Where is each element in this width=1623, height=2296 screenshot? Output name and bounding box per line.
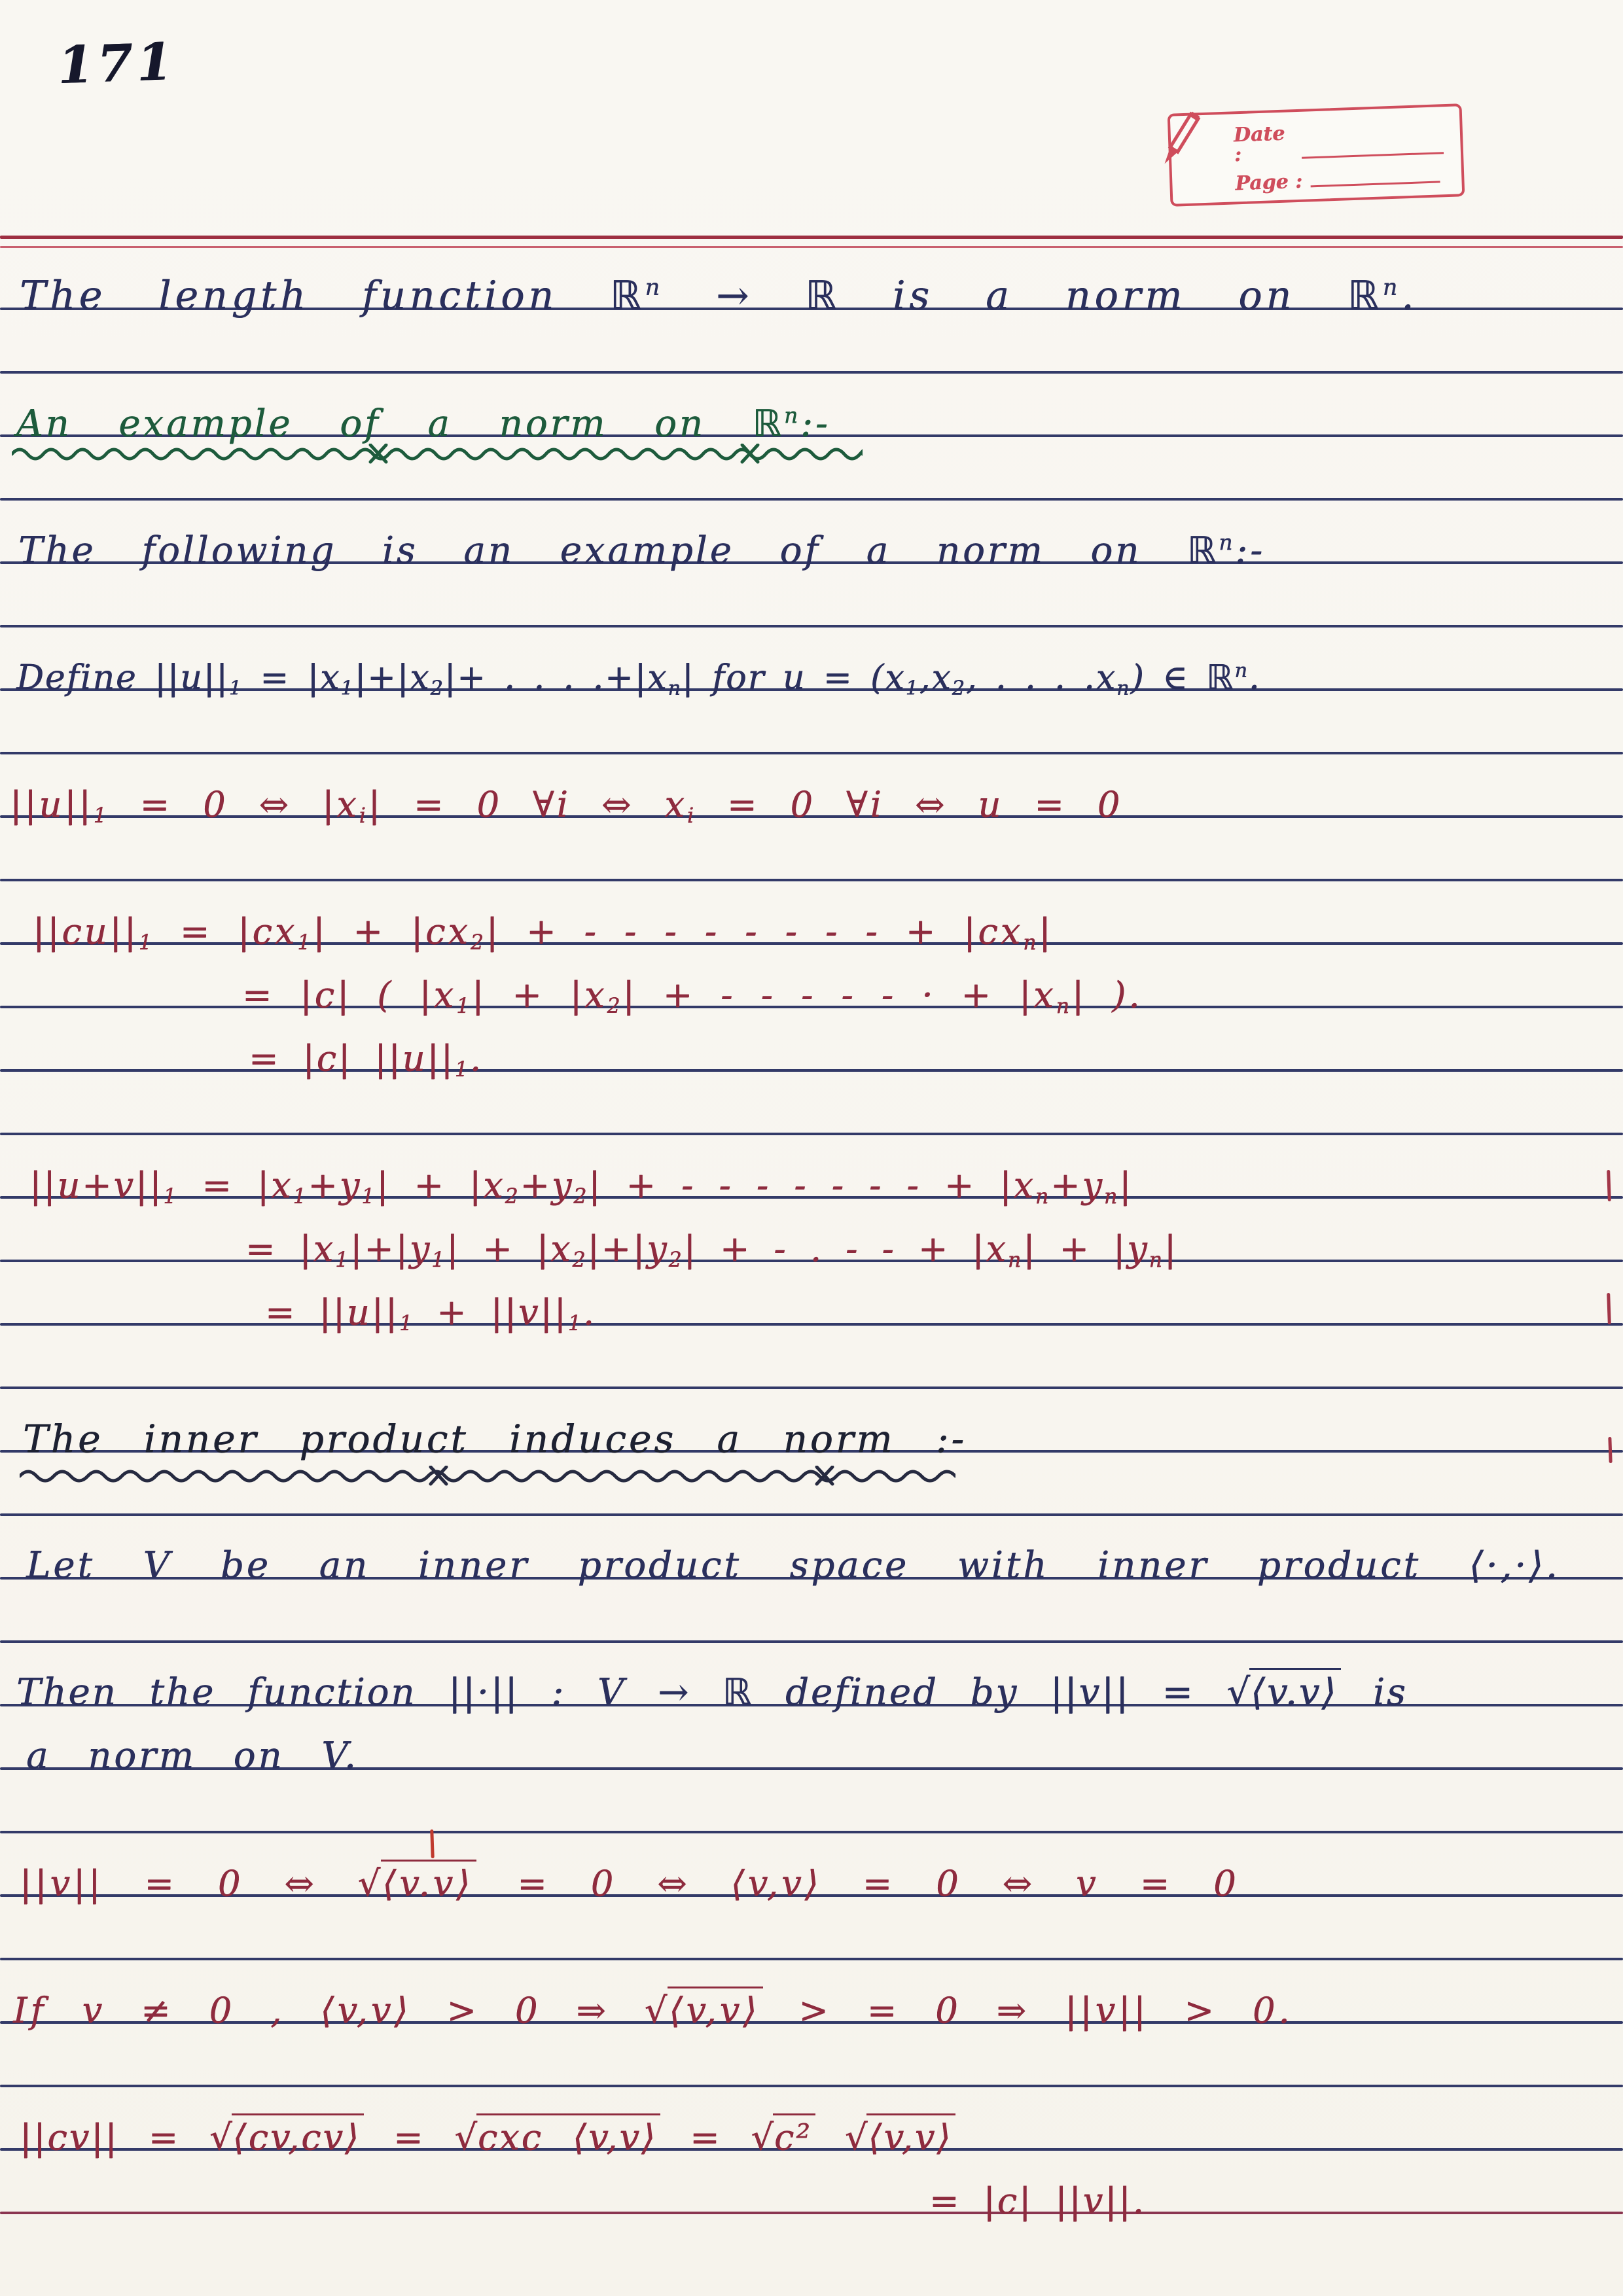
text-run: The length function ℝ <box>20 273 645 319</box>
property-v-positive <box>13 1990 1293 2031</box>
property-cv-line2 <box>929 2180 1146 2221</box>
property-triangle-line3 <box>265 1292 596 1335</box>
subscript: 1 <box>340 677 355 700</box>
superscript: n <box>1382 274 1402 301</box>
text-run: √ <box>751 2117 776 2158</box>
text-run: = <box>363 2117 455 2158</box>
ruled-line <box>0 879 1623 881</box>
superscript: n <box>1234 659 1249 682</box>
subscript: 2 <box>668 1248 684 1272</box>
ruled-line <box>0 498 1623 501</box>
ruled-line <box>0 625 1623 627</box>
text-run: √ <box>357 1863 384 1904</box>
text-run: +y <box>520 1165 574 1206</box>
statement-then-function <box>16 1671 1408 1714</box>
text-run: = 0 ⇔ ⟨v,v⟩ = 0 ⇔ v = 0 <box>476 1863 1240 1904</box>
text-run: , . . . .x <box>965 658 1116 698</box>
text-run: | + - - - - - - - - + |cx <box>486 911 1024 952</box>
text-run: ,x <box>919 658 952 698</box>
date-blank-line <box>1302 151 1444 159</box>
text-run: | + |cx <box>313 911 471 952</box>
subscript: 1 <box>454 1057 470 1082</box>
text-run: +y <box>308 1165 362 1206</box>
page-blank-line <box>1310 180 1440 187</box>
subscript: n <box>1056 994 1072 1018</box>
text-run: The following is an example of a norm on ℝ <box>18 529 1219 573</box>
text-run: ||u+v|| <box>29 1165 164 1206</box>
text-run: Then the function ||·|| : V → ℝ defined by ||v|| = <box>16 1671 1227 1714</box>
radicand: c² <box>773 2113 815 2158</box>
superscript: n <box>1219 530 1236 555</box>
ruled-line <box>0 752 1623 754</box>
text-run: | + - - - - - · + |x <box>622 974 1056 1016</box>
radicand: ⟨v.v⟩ <box>381 1860 476 1904</box>
page-number: 171 <box>56 31 177 96</box>
statement-following-example <box>18 529 1266 573</box>
subscript: 2 <box>607 994 623 1018</box>
text-run: . <box>1401 273 1418 319</box>
radicand: ⟨v,v⟩ <box>866 2113 955 2158</box>
text-run: = <box>660 2117 751 2158</box>
text-run: | + |x <box>472 974 607 1016</box>
superscript: n <box>645 274 664 301</box>
text-run: ||cu|| <box>33 911 139 952</box>
text-run: √ <box>454 2117 479 2158</box>
text-run: | + |x <box>446 1228 573 1269</box>
property-scalar-line1 <box>33 911 1054 955</box>
heading-example-norm <box>16 402 830 446</box>
subscript: 1 <box>399 1311 414 1335</box>
text-run: The inner product induces a norm :- <box>23 1417 967 1461</box>
text-run: a norm on V. <box>26 1735 359 1777</box>
ink-mark <box>1607 1293 1611 1324</box>
ruled-line <box>0 1386 1623 1389</box>
ruled-line <box>0 1640 1623 1643</box>
subscript: n <box>1116 677 1131 700</box>
text-run: → ℝ is a norm on ℝ <box>664 273 1383 319</box>
ruled-line <box>0 1958 1623 1960</box>
statement-length-function <box>20 273 1418 319</box>
text-run: = |cx <box>154 911 298 952</box>
subscript: 1 <box>905 677 919 700</box>
text-run: √ <box>845 2117 870 2158</box>
text-run: |+|y <box>350 1228 432 1269</box>
subscript: n <box>668 677 682 700</box>
text-run: Define ||u|| <box>16 658 229 698</box>
subscript: 1 <box>567 1311 583 1335</box>
text-run: |+|x <box>354 658 431 698</box>
header-rule <box>0 246 1623 248</box>
statement-norm-on-v <box>26 1735 359 1777</box>
ruled-line <box>0 1323 1623 1326</box>
property-triangle-line1 <box>29 1165 1133 1209</box>
text-run: +y <box>1050 1165 1104 1206</box>
subscript: 1 <box>293 1184 308 1209</box>
ruled-line <box>0 1069 1623 1072</box>
text-run: Let V be an inner product space with inner product ⟨·,·⟩. <box>26 1544 1560 1587</box>
text-run: . <box>582 1292 596 1333</box>
subscript: i <box>359 804 368 828</box>
radicand: ⟨v.v⟩ <box>1249 1668 1341 1714</box>
subscript: n <box>1103 1184 1120 1209</box>
subscript: 1 <box>361 1184 377 1209</box>
subscript: 1 <box>335 1248 350 1272</box>
heading-inner-product-norm <box>23 1417 967 1461</box>
text-run: | + - - - - - - - + |x <box>588 1165 1035 1206</box>
subscript: n <box>1149 1248 1164 1272</box>
ruled-line <box>0 1133 1623 1135</box>
pencil-icon <box>1158 107 1208 177</box>
subscript: i <box>687 804 696 828</box>
date-row <box>1233 118 1444 165</box>
text-run: | <box>1119 1165 1133 1206</box>
subscript: 2 <box>470 930 486 955</box>
ruled-line <box>0 1513 1623 1516</box>
subscript: 2 <box>430 677 444 700</box>
text-run: √ <box>209 2117 234 2158</box>
statement-let-v <box>26 1544 1560 1587</box>
subscript: 1 <box>431 1248 447 1272</box>
text-run: = |c| ( |x <box>242 974 457 1016</box>
ink-mark <box>1607 1170 1611 1201</box>
text-run: √ <box>644 1990 671 2031</box>
text-run: | <box>1039 911 1054 952</box>
text-run: | for u = (x <box>681 658 906 698</box>
ruled-line <box>0 371 1623 374</box>
text-run <box>815 2117 845 2158</box>
text-run: |+|y <box>587 1228 669 1269</box>
ruled-line <box>0 2212 1623 2214</box>
text-run: | + |x <box>376 1165 505 1206</box>
wavy-underline-green <box>12 444 863 467</box>
radicand: ⟨cv,cv⟩ <box>232 2113 364 2158</box>
text-run: :- <box>1235 529 1266 573</box>
text-run: If v ≠ 0 , ⟨v,v⟩ > 0 ⇒ <box>13 1990 645 2031</box>
property-v-zero <box>20 1863 1240 1904</box>
text-run: = |c| ||v||. <box>929 2180 1146 2221</box>
radicand: ⟨v,v⟩ <box>668 1987 763 2031</box>
page-label: Page : <box>1234 169 1303 196</box>
subscript: 1 <box>456 994 473 1018</box>
text-run: ||u|| <box>10 784 94 825</box>
text-run: = |x <box>242 658 341 698</box>
property-scalar-line3 <box>249 1038 483 1082</box>
ink-mark <box>430 1829 435 1858</box>
date-label: Date : <box>1233 122 1285 167</box>
text-run: . <box>469 1038 483 1079</box>
date-page-stamp <box>1168 103 1465 207</box>
text-run: :- <box>800 402 830 446</box>
property-scalar-line2 <box>242 974 1143 1018</box>
ink-mark <box>1608 1437 1612 1463</box>
subscript: 1 <box>228 677 243 700</box>
definition-norm1 <box>16 658 1261 700</box>
text-run: = 0 ⇔ |x <box>109 784 359 825</box>
text-run: = |x <box>178 1165 293 1206</box>
text-run: . <box>1248 658 1261 698</box>
text-run: = |x <box>245 1228 336 1269</box>
subscript: n <box>1007 1248 1024 1272</box>
subscript: 1 <box>297 930 313 955</box>
text-run: ||cv|| = <box>20 2117 210 2158</box>
subscript: 1 <box>163 1184 179 1209</box>
text-run: = 0 ∀i ⇔ u = 0 <box>696 784 1123 825</box>
radicand: cxc ⟨v,v⟩ <box>476 2113 660 2158</box>
text-run: √ <box>1226 1671 1253 1714</box>
ruled-line <box>0 2085 1623 2087</box>
superscript: n <box>784 403 800 428</box>
text-run: | + |y <box>1023 1228 1149 1269</box>
property-triangle-line2 <box>245 1228 1178 1272</box>
header-rule <box>0 236 1623 239</box>
text-run: > = 0 ⇒ ||v|| > 0. <box>763 1990 1293 2031</box>
text-run: | ). <box>1071 974 1143 1016</box>
ruled-line <box>0 1831 1623 1833</box>
x-mark <box>370 445 758 462</box>
text-run: + ||v|| <box>414 1292 568 1333</box>
text-run: = ||u|| <box>265 1292 399 1333</box>
text-run: | <box>1164 1228 1178 1269</box>
text-run: = |c| ||u|| <box>249 1038 455 1079</box>
text-run: | = 0 ∀i ⇔ x <box>368 784 687 825</box>
text-run: is <box>1341 1671 1408 1714</box>
property-zero-norm <box>10 784 1123 828</box>
text-run: An example of a norm on ℝ <box>16 402 785 446</box>
text-run: |+ . . . .+|x <box>444 658 668 698</box>
text-run: ||v|| = 0 ⇔ <box>20 1863 358 1904</box>
property-cv-line1 <box>20 2117 955 2158</box>
wavy-underline-black <box>20 1466 955 1489</box>
subscript: 2 <box>573 1184 589 1209</box>
subscript: 1 <box>93 804 109 828</box>
subscript: 1 <box>138 930 154 955</box>
subscript: 2 <box>572 1248 588 1272</box>
text-run: | + - . - - + |x <box>683 1228 1008 1269</box>
page-row <box>1235 167 1445 194</box>
subscript: n <box>1035 1184 1051 1209</box>
subscript: 2 <box>505 1184 520 1209</box>
text-run: ) ∈ ℝ <box>1130 658 1235 698</box>
subscript: 2 <box>952 677 966 700</box>
subscript: n <box>1023 930 1039 955</box>
